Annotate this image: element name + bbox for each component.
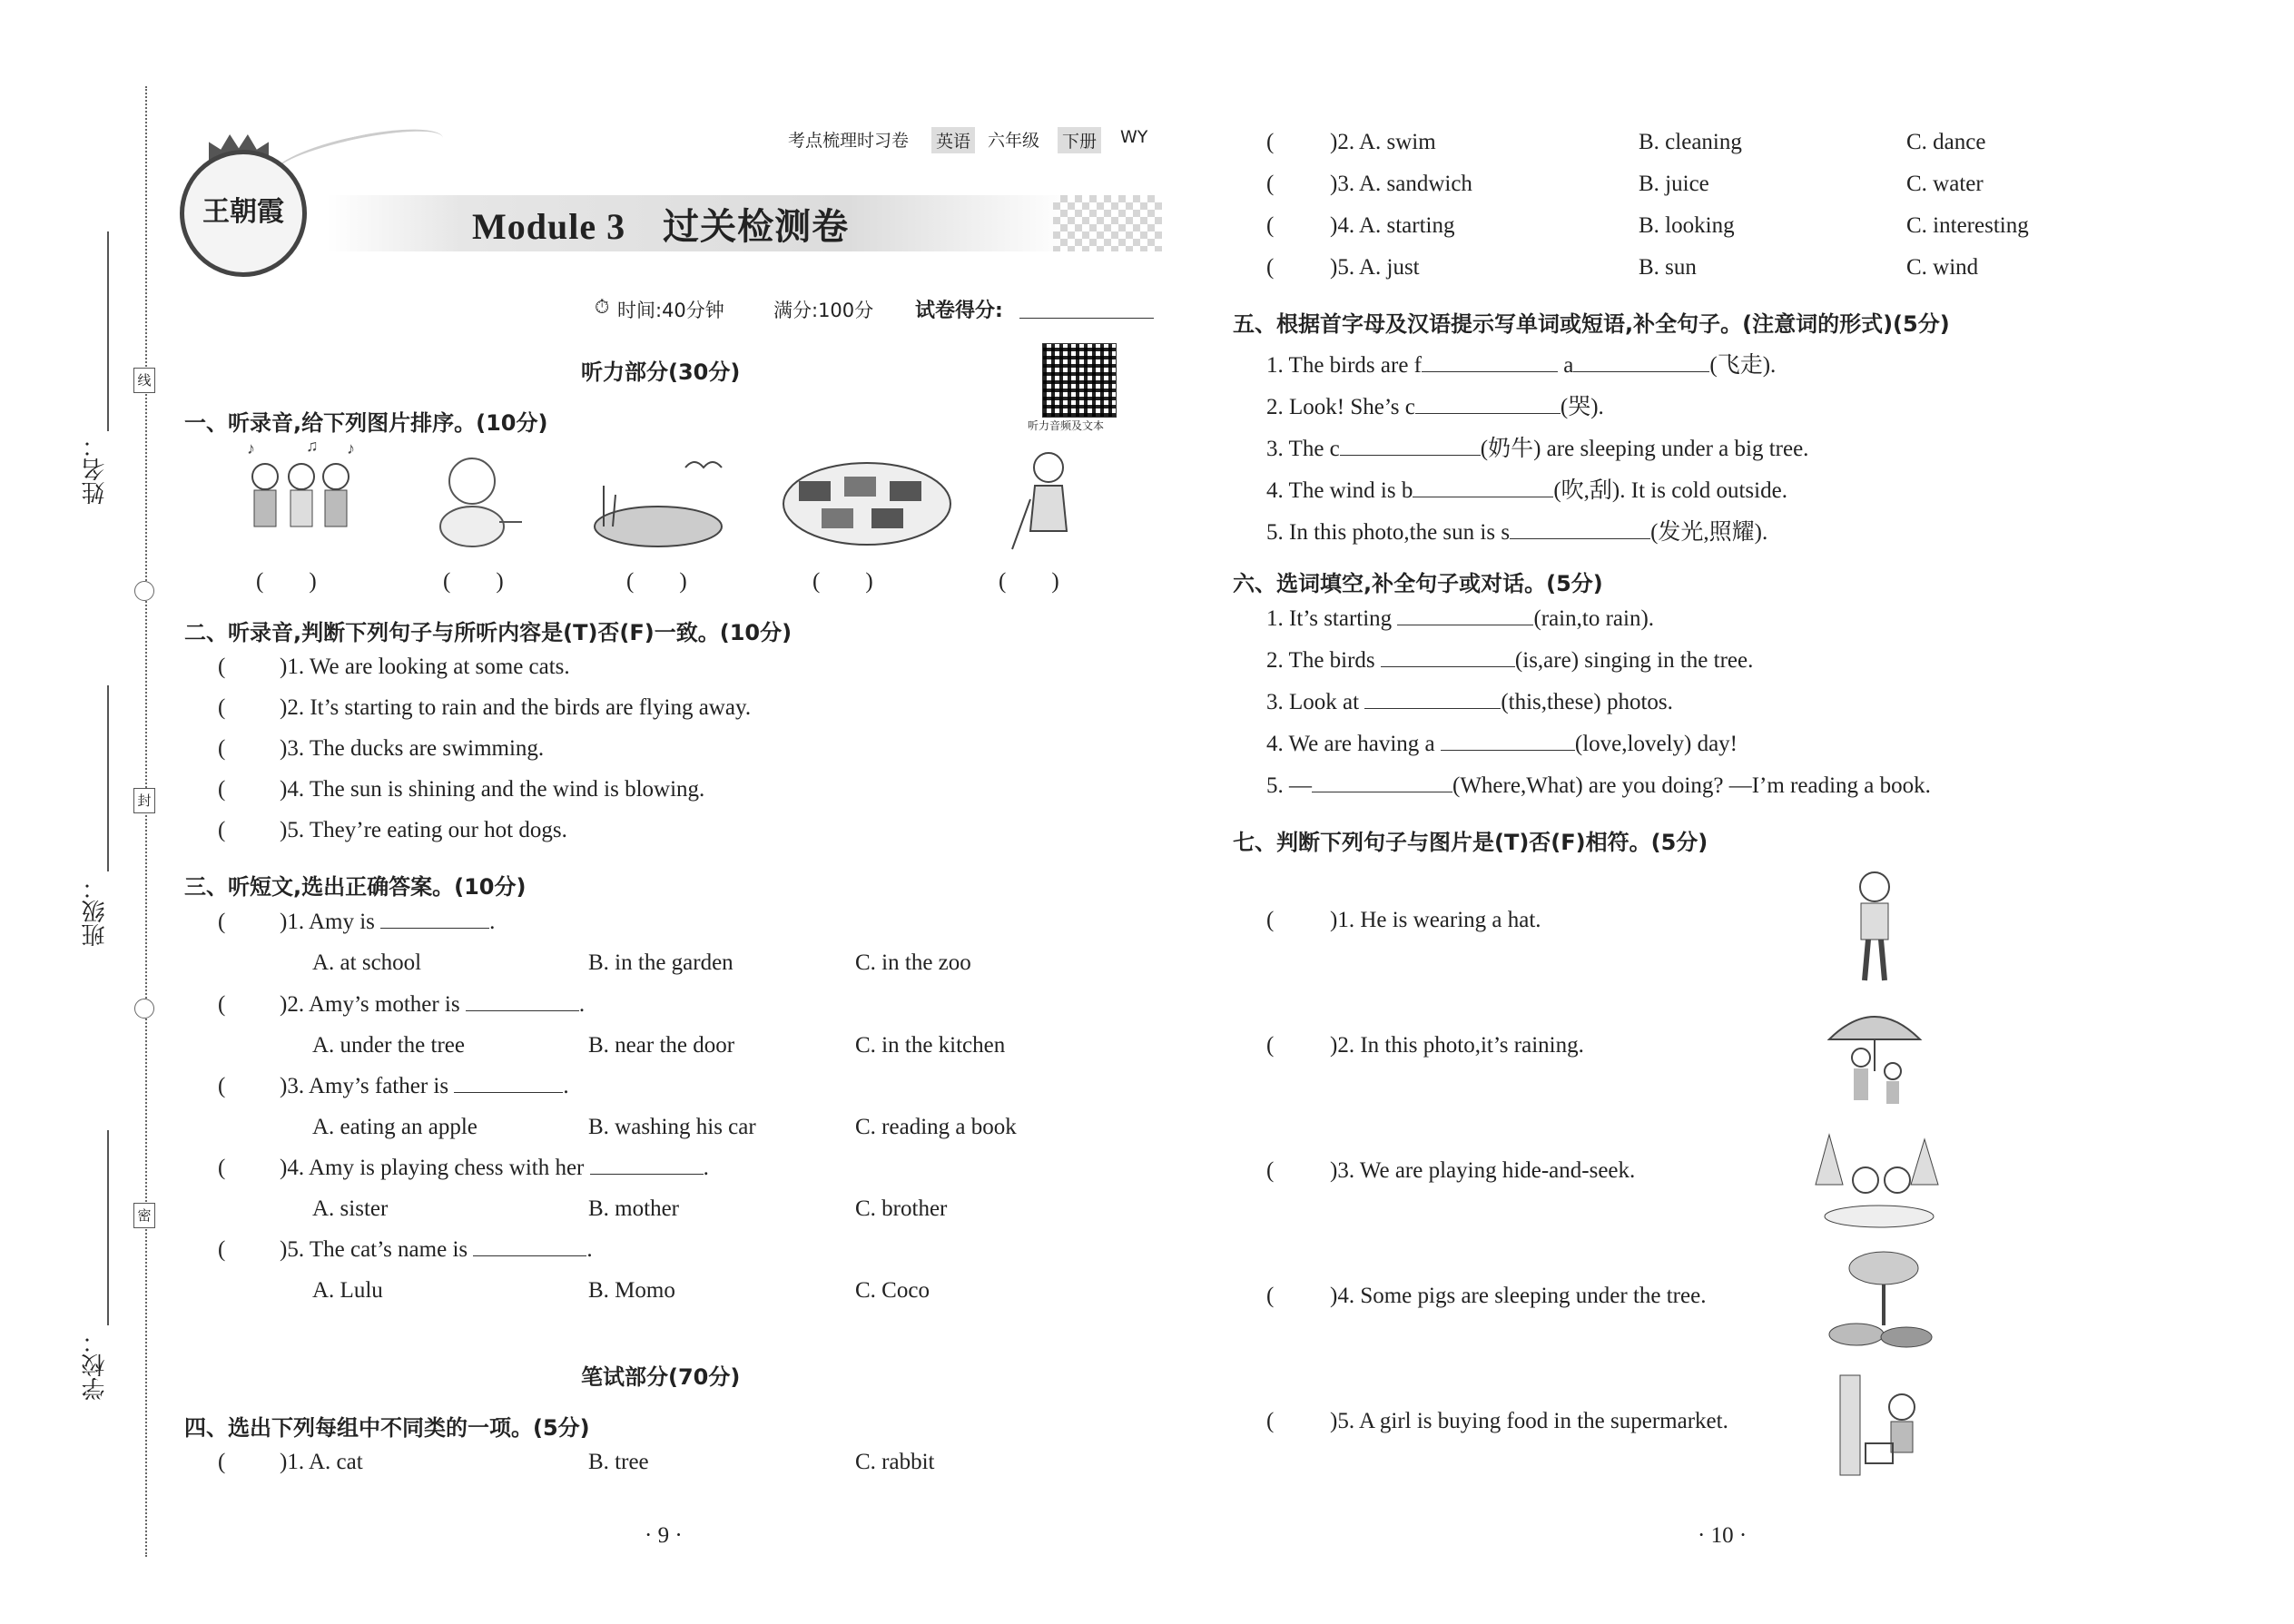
sec7-answer-paren[interactable]: (: [1266, 1284, 1275, 1308]
sec4-answer-paren[interactable]: (: [218, 1450, 226, 1474]
sec1-title: 一、听录音,给下列图片排序。(10分): [184, 410, 548, 436]
binding-dotted-line: [145, 86, 147, 1557]
sec4-option-c: C. water: [1906, 172, 1984, 196]
sec4-option-c: C. wind: [1906, 255, 1979, 280]
name-field[interactable]: [107, 231, 109, 431]
umbrella-rain-picture: [1825, 1003, 1925, 1107]
sec7-title: 七、判断下列句子与图片是(T)否(F)相符。(5分): [1233, 830, 1708, 855]
sec2-answer-paren[interactable]: (: [218, 655, 226, 679]
sec2-item: )3. The ducks are swimming.: [280, 736, 545, 761]
sec4-option-c: C. rabbit: [855, 1450, 935, 1474]
sec4-option-c: C. dance: [1906, 130, 1986, 154]
sec4-option-a: )1. A. cat: [280, 1450, 363, 1474]
boy-standing-picture: [1843, 867, 1906, 985]
sec2-answer-paren[interactable]: (: [218, 818, 226, 842]
sec3-answer-paren[interactable]: (: [218, 1156, 226, 1180]
qr-code-icon[interactable]: [1042, 343, 1117, 418]
sec3-title: 三、听短文,选出正确答案。(10分): [184, 874, 527, 900]
title-checker-decoration: [1053, 195, 1162, 251]
sec3-option-a[interactable]: A. at school: [312, 950, 422, 975]
bird-over-pond-picture: [590, 449, 726, 554]
sec6-blank[interactable]: [1441, 732, 1575, 751]
sec3-option-b[interactable]: B. in the garden: [588, 950, 733, 975]
sec4-option-b: B. juice: [1639, 172, 1709, 196]
sec3-question: )4. Amy is playing chess with her .: [280, 1156, 709, 1180]
sec3-option-c[interactable]: C. reading a book: [855, 1115, 1017, 1139]
sec3-question: )5. The cat’s name is .: [280, 1237, 593, 1262]
sec2-answer-paren[interactable]: (: [218, 695, 226, 720]
sec3-answer-paren[interactable]: (: [218, 1074, 226, 1098]
sec4-option-b: B. looking: [1639, 213, 1735, 238]
sec7-item: )5. A girl is buying food in the supermarket.: [1330, 1409, 1728, 1433]
cows-in-field-picture: [781, 458, 953, 554]
sec3-option-c[interactable]: C. in the kitchen: [855, 1033, 1006, 1058]
school-label: 学校：: [82, 1330, 109, 1401]
written-section-title: 笔试部分(70分): [581, 1364, 741, 1390]
score-field[interactable]: [1019, 318, 1154, 319]
series-label: 考点梳理时习卷: [788, 131, 910, 151]
sec4-title: 四、选出下列每组中不同类的一项。(5分): [184, 1415, 590, 1441]
page-number-right: · 10 ·: [1698, 1523, 1748, 1548]
sec6-title: 六、选词填空,补全句子或对话。(5分): [1233, 571, 1603, 596]
svg-text:♪: ♪: [247, 440, 255, 458]
sec3-option-c[interactable]: C. Coco: [855, 1278, 930, 1303]
seal-char-mi: 密: [133, 1203, 155, 1228]
volume-tag: 下册: [1058, 127, 1101, 153]
sec2-answer-paren[interactable]: (: [218, 777, 226, 802]
sec3-question: )2. Amy’s mother is .: [280, 992, 586, 1017]
clock-icon: ⏱: [595, 296, 610, 318]
sec2-item: )1. We are looking at some cats.: [280, 655, 570, 679]
page-number-left: · 9 ·: [645, 1523, 683, 1548]
sec7-item: )1. He is wearing a hat.: [1330, 908, 1541, 932]
sec2-item: )5. They’re eating our hot dogs.: [280, 818, 567, 842]
sec3-option-b[interactable]: B. mother: [588, 1196, 679, 1221]
sec3-answer-paren[interactable]: (: [218, 1237, 226, 1262]
sec3-option-c[interactable]: C. in the zoo: [855, 950, 971, 975]
sec2-item: )2. It’s starting to rain and the birds are flying away.: [280, 695, 752, 720]
sec5-item: 5. In this photo,the sun is s (发光,照耀).: [1266, 520, 1768, 545]
sec6-blank[interactable]: [1397, 606, 1533, 625]
sec4-answer-paren[interactable]: (: [1266, 255, 1275, 280]
sec2-title: 二、听录音,判断下列句子与所听内容是(T)否(F)一致。(10分): [184, 620, 793, 645]
sec7-answer-paren[interactable]: (: [1266, 1409, 1275, 1433]
sec6-item: 2. The birds (is,are) singing in the tree.: [1266, 648, 1754, 673]
sec3-option-c[interactable]: C. brother: [855, 1196, 948, 1221]
logo-text: 王朝霞: [202, 196, 284, 228]
sec2-answer-paren[interactable]: (: [218, 736, 226, 761]
sec4-option-a: )3. A. sandwich: [1330, 172, 1472, 196]
school-field[interactable]: [107, 1130, 109, 1325]
sec7-item: )4. Some pigs are sleeping under the tree.: [1330, 1284, 1707, 1308]
sec7-answer-paren[interactable]: (: [1266, 908, 1275, 932]
sec5-title: 五、根据首字母及汉语提示写单词或短语,补全句子。(注意词的形式)(5分): [1233, 311, 1950, 337]
qr-caption: 听力音频及文本: [1028, 419, 1105, 432]
sec6-blank[interactable]: [1381, 648, 1515, 667]
sec1-answer-blank[interactable]: ( ): [812, 569, 873, 594]
grade-label: 六年级: [988, 131, 1040, 151]
sec1-answer-blank[interactable]: ( ): [256, 569, 317, 594]
sec7-answer-paren[interactable]: (: [1266, 1033, 1275, 1058]
sec4-answer-paren[interactable]: (: [1266, 213, 1275, 238]
sec5-item: 3. The c (奶牛) are sleeping under a big tree.: [1266, 437, 1809, 461]
sec3-question: )3. Amy’s father is .: [280, 1074, 569, 1098]
baby-eating-picture: [427, 449, 527, 554]
sec4-answer-paren[interactable]: (: [1266, 172, 1275, 196]
sec3-option-a[interactable]: A. under the tree: [312, 1033, 465, 1058]
sec3-option-b[interactable]: B. Momo: [588, 1278, 675, 1303]
sec1-answer-blank[interactable]: ( ): [999, 569, 1059, 594]
page-title: Module 3 过关检测卷: [472, 206, 850, 247]
subject-tag: 英语: [931, 127, 975, 153]
children-singing-picture: [238, 440, 365, 554]
sec7-item: )3. We are playing hide-and-seek.: [1330, 1158, 1636, 1183]
svg-text:♫: ♫: [306, 440, 319, 455]
sec5-blank[interactable]: [1422, 353, 1558, 372]
sec4-option-a: )4. A. starting: [1330, 213, 1455, 238]
sec3-option-a[interactable]: A. Lulu: [312, 1278, 383, 1303]
sec7-item: )2. In this photo,it’s raining.: [1330, 1033, 1584, 1058]
brand-logo: [180, 150, 307, 277]
sec5-blank[interactable]: [1573, 353, 1709, 372]
sec4-option-a: )2. A. swim: [1330, 130, 1436, 154]
sec3-option-b[interactable]: B. washing his car: [588, 1115, 756, 1139]
sec6-blank[interactable]: [1364, 690, 1501, 709]
binding-hole-icon: [134, 999, 154, 1019]
name-label: 姓名：: [82, 434, 109, 505]
sec5-item: 2. Look! She’s c (哭).: [1266, 395, 1604, 419]
sec3-option-a[interactable]: A. eating an apple: [312, 1115, 478, 1139]
sec4-answer-paren[interactable]: (: [1266, 130, 1275, 154]
sec3-option-b[interactable]: B. near the door: [588, 1033, 735, 1058]
sec6-item: 3. Look at (this,these) photos.: [1266, 690, 1673, 714]
girl-sweeping-picture: [1008, 445, 1080, 558]
sec6-item: 4. We are having a (love,lovely) day!: [1266, 732, 1738, 756]
horses-under-tree-picture: [1816, 1248, 1938, 1357]
full-score: 满分:100分: [773, 300, 874, 321]
sec5-blank[interactable]: [1413, 478, 1553, 497]
exam-time: 时间:40分钟: [617, 300, 724, 321]
class-label: 班级：: [82, 876, 109, 947]
seal-char-feng: 封: [133, 788, 155, 813]
class-field[interactable]: [107, 685, 109, 871]
svg-text:♪: ♪: [347, 440, 355, 458]
binding-hole-icon: [134, 581, 154, 601]
score-label: 试卷得分:: [915, 300, 1003, 322]
sec6-item: 5. — (Where,What) are you doing? —I’m reading a book.: [1266, 773, 1931, 798]
sec3-answer-paren[interactable]: (: [218, 992, 226, 1017]
sec4-option-b: B. tree: [588, 1450, 649, 1474]
edition-label: WY: [1120, 127, 1148, 147]
sec6-blank[interactable]: [1312, 773, 1452, 792]
sec4-option-b: B. sun: [1639, 255, 1697, 280]
sec4-option-b: B. cleaning: [1639, 130, 1742, 154]
sec7-answer-paren[interactable]: (: [1266, 1158, 1275, 1183]
sec5-item: 4. The wind is b (吹,刮). It is cold outside.: [1266, 478, 1787, 503]
sec3-answer-paren[interactable]: (: [218, 910, 226, 934]
sec5-blank[interactable]: [1415, 395, 1561, 414]
sec5-blank[interactable]: [1510, 520, 1650, 539]
listening-section-title: 听力部分(30分): [581, 359, 741, 385]
sec6-item: 1. It’s starting (rain,to rain).: [1266, 606, 1655, 631]
sec5-blank[interactable]: [1340, 437, 1481, 456]
girl-shopping-picture: [1838, 1371, 1929, 1480]
sec5-item: 1. The birds are f a (飞走).: [1266, 353, 1777, 378]
sec4-option-c: C. interesting: [1906, 213, 2029, 238]
seal-char-xian: 线: [133, 368, 155, 393]
sec1-answer-blank[interactable]: ( ): [443, 569, 504, 594]
sec3-question: )1. Amy is .: [280, 910, 496, 934]
kids-in-snow-picture: [1811, 1130, 1943, 1230]
sec2-item: )4. The sun is shining and the wind is blowing.: [280, 777, 705, 802]
sec1-answer-blank[interactable]: ( ): [626, 569, 687, 594]
sec4-option-a: )5. A. just: [1330, 255, 1420, 280]
sec3-option-a[interactable]: A. sister: [312, 1196, 389, 1221]
